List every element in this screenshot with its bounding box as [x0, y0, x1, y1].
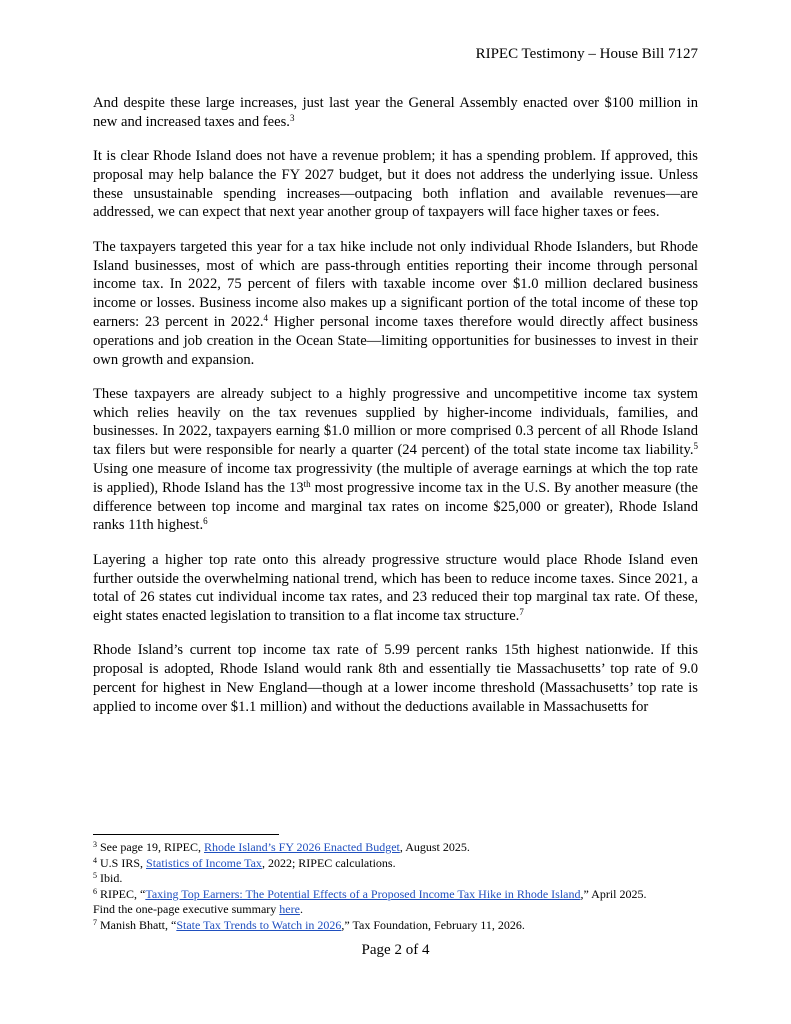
summary-link[interactable]: here: [279, 902, 300, 916]
footnote-7: $^7$ Manish Bhatt, “State Tax Trends to Watch in 2026,” Tax Foundation, February 11, 2026.: [93, 917, 525, 932]
paragraph: The taxpayers targeted this year for a tax hike include not only individual Rhode Islanders, but Rhode Island businesses, most of which are pass-through entities reporting their income through personal income tax. In 2022, 75 percent of filers with taxable income over $1.0 million declared business income or losses. Business income also makes up a significant portion of the total income of these top earners: 23 percent in 2022.$^4$ Higher personal income taxes therefore would directly affect business operations and job creation in the Ocean State—limiting opportunities for businesses to invest in their own growth and expansion.: [93, 238, 698, 368]
page-number: Page 2 of 4: [361, 942, 430, 958]
running-header: RIPEC Testimony – House Bill 7127: [475, 46, 698, 62]
footnote-link[interactable]: Taxing Top Earners: The Potential Effects of a Proposed Income Tax Hike in Rhode Island: [145, 886, 581, 901]
footnote-ref[interactable]: 5: [693, 441, 698, 452]
footnote-5: $^5$ Ibid.: [93, 871, 123, 885]
paragraph: And despite these large increases, just last year the General Assembly enacted over $100 million in new and increased taxes and fees.$^3$: [93, 95, 698, 130]
footnote-link[interactable]: Rhode Island’s FY 2026 Enacted Budget: [204, 840, 400, 854]
footnote-ref[interactable]: 6: [203, 516, 208, 527]
footnote-3: $^3$ See page 19, RIPEC, Rhode Island’s FY 2026 Enacted Budget, August 2025.: [93, 840, 470, 854]
ordinal-suffix: th: [303, 478, 311, 489]
body-text: [93, 94, 698, 732]
paragraph: These taxpayers are already subject to a highly progressive and uncompetitive income tax system which relies heavily on the tax revenues supplied by higher-income individuals, families, and businesses. In 2022, taxpayers earning $1.0 million or more comprised 0.3 percent of all Rhode Island tax filers but were responsible for nearly a quarter (24 percent) of the total state income tax liability.$^5$ Using one measure of income tax progressivity (the multiple of average earnings at which the top rate is applied), Rhode Island has the 13th most progressive income tax in the U.S. By another measure (the difference between top income and marginal tax rates on income $25,000 or greater), Rhode Island ranks 11th highest.$^6$: [93, 385, 698, 534]
footnote-6: $^6$ RIPEC, “Taxing Top Earners: The Potential Effects of a Proposed Income Tax Hike in Rhode Island,” April 2025. Find the one-page executive summary here.: [93, 886, 647, 916]
footnote-4: $^4$ U.S IRS, Statistics of Income Tax, 2022; RIPEC calculations.: [93, 855, 396, 870]
footnote-ref[interactable]: 3: [289, 112, 295, 123]
paragraph: It is clear Rhode Island does not have a revenue problem; it has a spending problem. If approved, this proposal may help balance the FY 2027 budget, but it does not address the underlying issue. Unless these unsustainable spending increases—outpacing both inflation and available revenues—are addressed, we can expect that next year another group of taxpayers will face higher taxes or fees.: [93, 148, 698, 221]
paragraph: Layering a higher top rate onto this already progressive structure would place Rhode Island even further outside the overwhelming national trend, which has been to reduce income taxes. Since 2021, a total of 26 states cut individual income tax rates, and 23 reduced their top marginal tax rate. Of these, eight states enacted legislation to transition to a flat income tax structure.$^7$: [93, 551, 698, 625]
paragraph: Rhode Island’s current top income tax rate of 5.99 percent ranks 15th highest nationwide. If this proposal is adopted, Rhode Island would rank 8th and essentially tie Massachusetts’ top rate of 9.0 percent for highest in New England—though at a lower income threshold (Massachusetts’ top rate is applied to income over $1.1 million) and without the deductions available in Massachusetts for: [93, 642, 698, 715]
footnote-ref[interactable]: 4: [263, 312, 269, 323]
footnotes: [93, 840, 703, 933]
footnote-divider: [93, 834, 279, 835]
footnote-link[interactable]: State Tax Trends to Watch in 2026: [176, 917, 342, 932]
footnote-ref[interactable]: 7: [519, 607, 524, 618]
footnote-link[interactable]: Statistics of Income Tax: [146, 855, 262, 870]
